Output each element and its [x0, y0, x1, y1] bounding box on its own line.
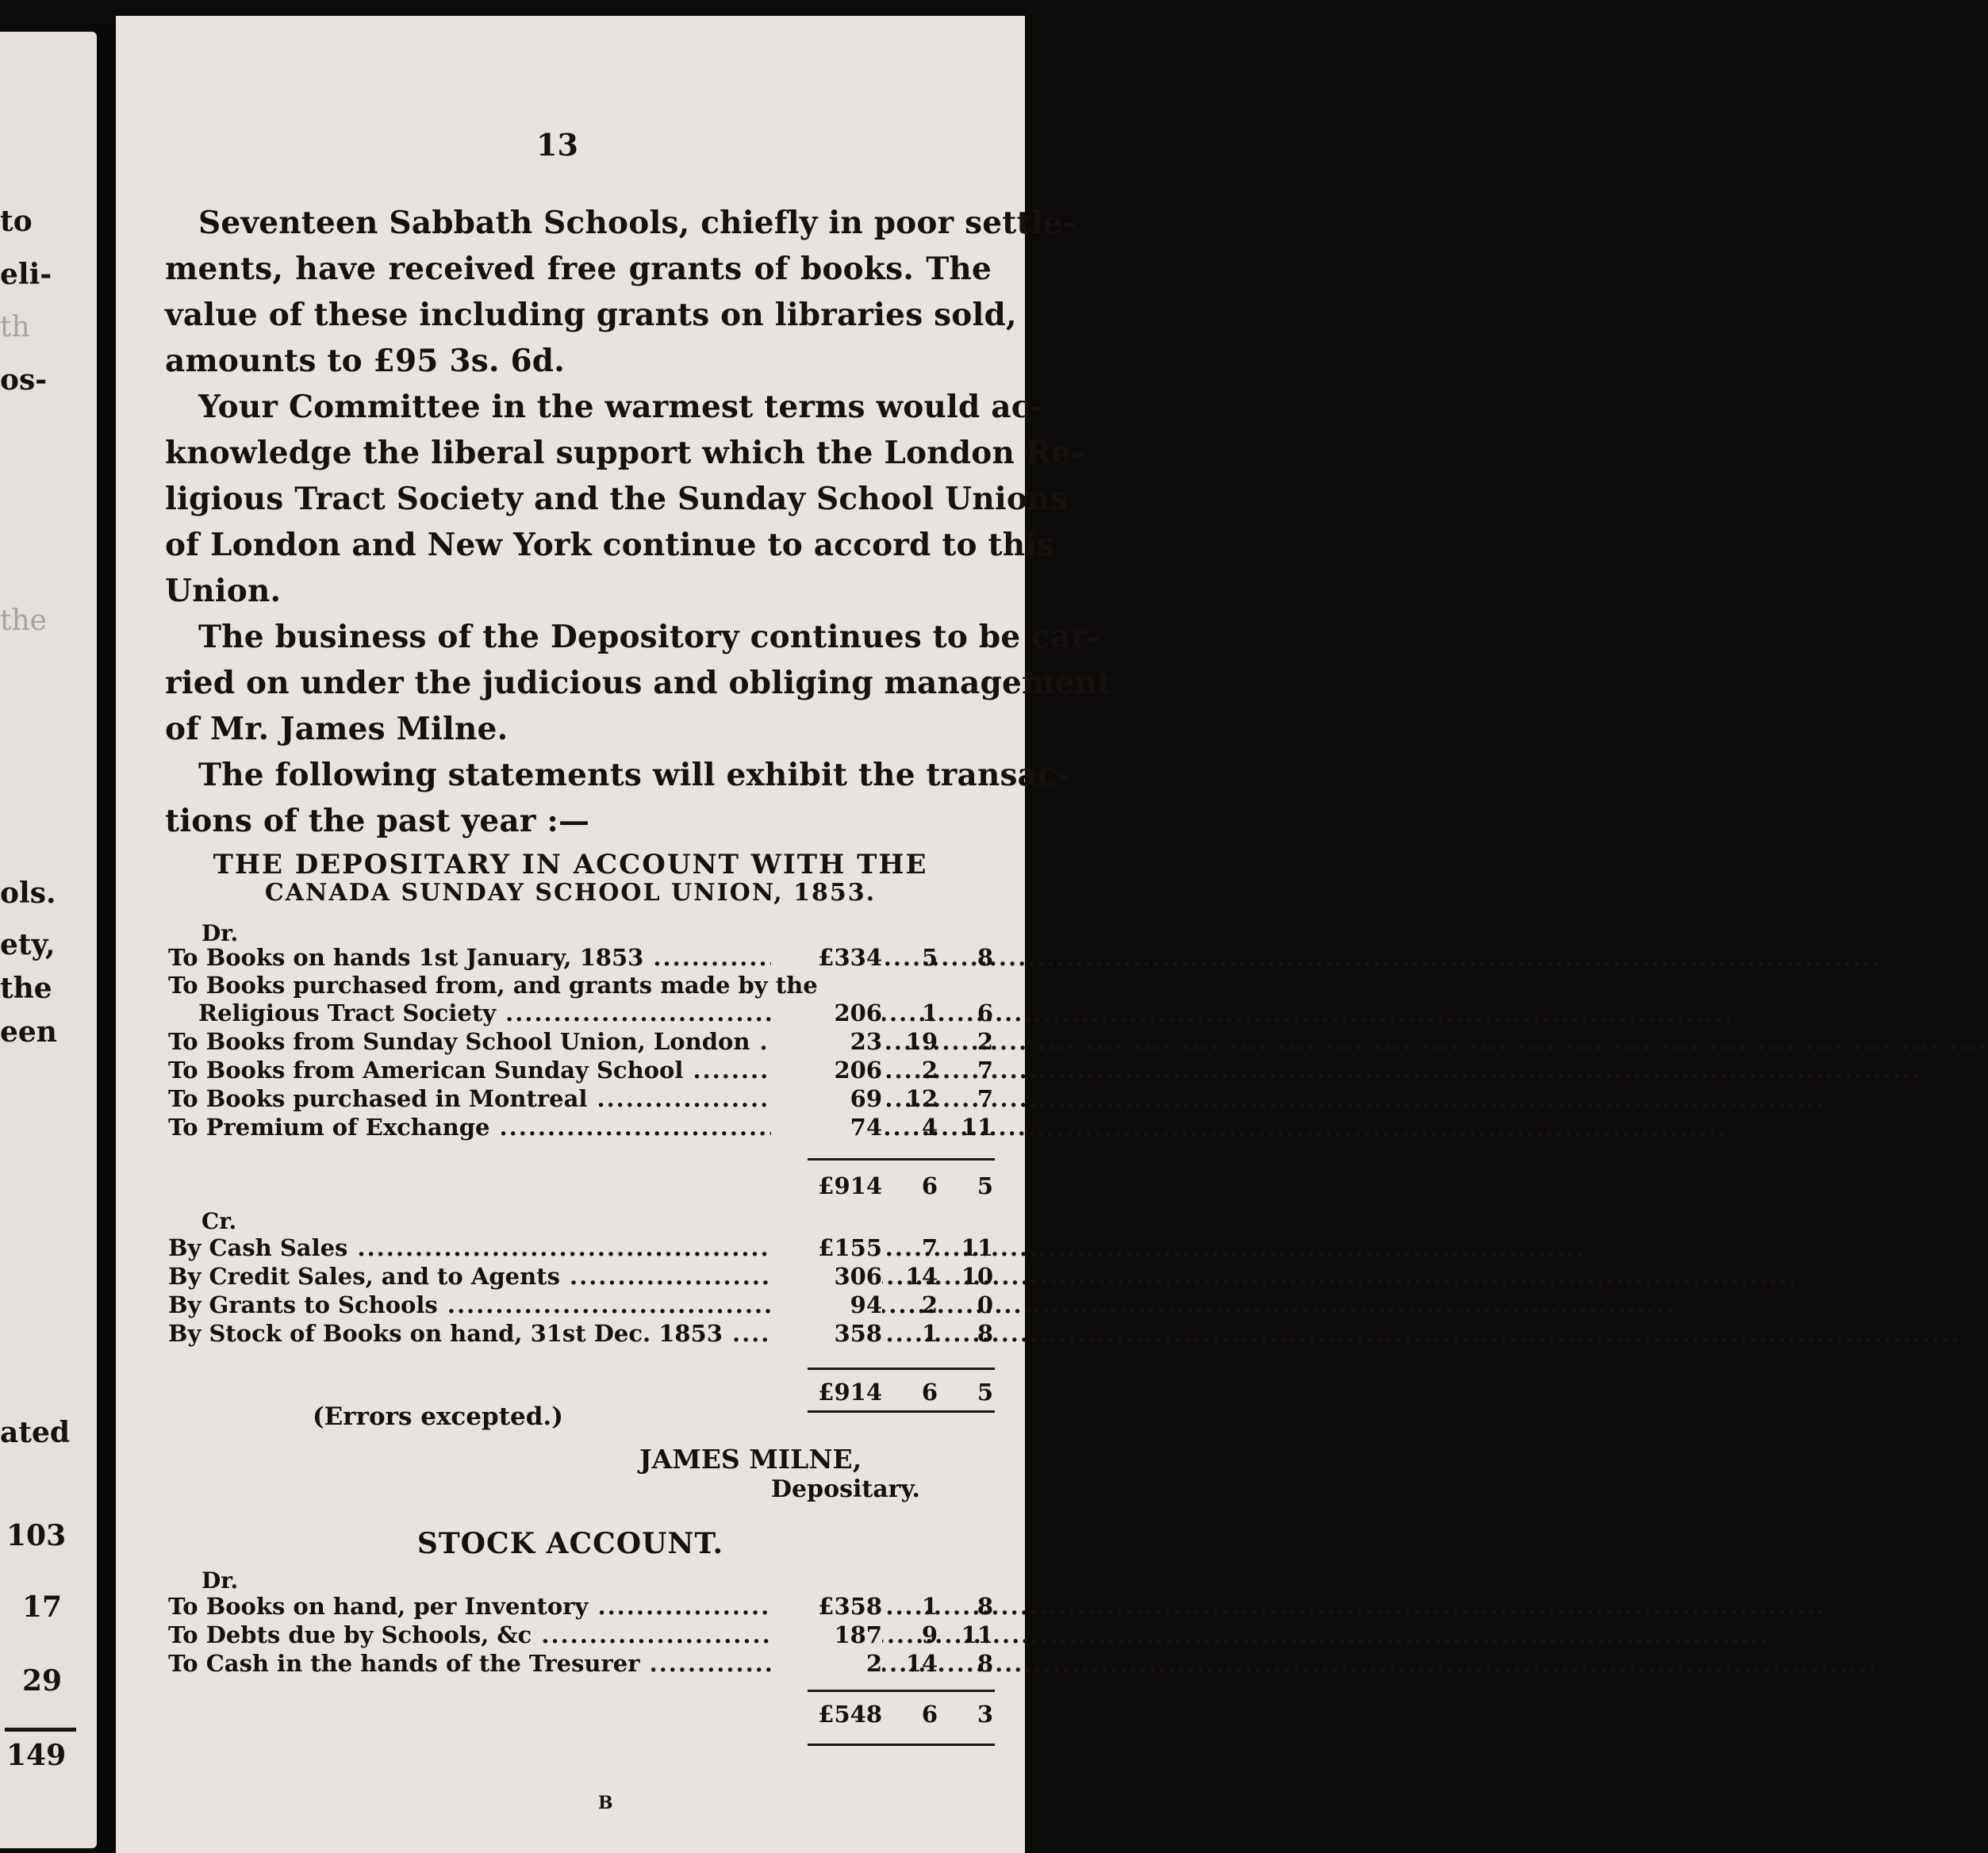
ledger-shillings: 1 [921, 1593, 938, 1620]
total-rule [808, 1158, 995, 1161]
left-page-fragment: een [0, 1015, 57, 1049]
total-underline-rule [808, 1744, 995, 1746]
left-page-fragment: ety, [0, 928, 56, 961]
signature-mark: B [598, 1793, 613, 1813]
ledger-description: By Grants to Schools ..... [168, 1291, 771, 1318]
ledger-total-row [168, 1701, 1009, 1732]
ledger-row [168, 944, 1009, 976]
left-page-strip [0, 32, 97, 1848]
ledger-total-row [168, 1172, 1009, 1204]
ledger-shillings: 1 [921, 1320, 938, 1347]
ledger-description: By Cash Sales ..... [168, 1234, 771, 1261]
ledger-pounds: 74 [771, 1114, 882, 1141]
ledger-pounds: 206 [771, 1057, 882, 1084]
ledger-pounds: 2 [771, 1650, 882, 1677]
total-pounds: £914 [771, 1379, 882, 1406]
ledger-pence: 10 [961, 1263, 993, 1290]
total-pence: 5 [977, 1172, 993, 1199]
ledger-pence: 0 [977, 1291, 993, 1318]
left-page-fragment: the [0, 972, 52, 1005]
total-rule [808, 1690, 995, 1692]
ledger-total-row [168, 1379, 1009, 1410]
ledger-row [198, 999, 1009, 1031]
left-page-fragment: 29 [22, 1664, 63, 1698]
ledger-row [168, 1234, 1009, 1266]
debit-label: Dr. [201, 920, 239, 946]
ledger-pence: 11 [961, 1621, 993, 1648]
ledger-row [168, 1320, 1009, 1352]
left-page-fragment: os- [0, 363, 48, 397]
ledger-description: To Premium of Exchange ..... [168, 1114, 771, 1141]
ledger-pence: 8 [977, 1593, 993, 1620]
ledger-shillings: 2 [921, 1057, 938, 1084]
total-shillings: 6 [921, 1379, 938, 1406]
ledger-pounds: 69 [771, 1085, 882, 1112]
paragraph-line: value of these including grants on libraries sold, [165, 297, 1017, 333]
debit-label: Dr. [201, 1567, 239, 1594]
total-shillings: 6 [921, 1172, 938, 1199]
ledger-description: To Books from American Sunday School ..... [168, 1057, 771, 1084]
ledger-pounds: 358 [771, 1320, 882, 1347]
account-heading: THE DEPOSITARY IN ACCOUNT WITH THE [213, 849, 928, 880]
ledger-pence: 2 [977, 1028, 993, 1055]
left-page-fragment: 149 [6, 1739, 67, 1772]
paragraph-line: ligious Tract Society and the Sunday School Unions [165, 481, 1068, 517]
ledger-row [168, 1085, 1009, 1117]
ledger-pounds: £334 [771, 944, 882, 971]
credit-label: Cr. [201, 1208, 237, 1234]
ledger-description: By Credit Sales, and to Agents ..... [168, 1263, 771, 1290]
ledger-description: To Books from Sunday School Union, London ..... [168, 1028, 771, 1055]
ledger-shillings: 19 [905, 1028, 938, 1055]
left-page-fragment: ated [0, 1416, 71, 1449]
total-shillings: 6 [921, 1701, 938, 1728]
paragraph-line: The business of the Depository continues to be car- [198, 619, 1100, 655]
ledger-row [168, 1291, 1009, 1323]
ledger-pence: 8 [977, 1320, 993, 1347]
ledger-pounds: 23 [771, 1028, 882, 1055]
paragraph-line: Seventeen Sabbath Schools, chiefly in poor settle- [198, 205, 1077, 241]
signature-name: JAMES MILNE, [639, 1444, 862, 1475]
ledger-shillings: 14 [905, 1263, 938, 1290]
ledger-pence: 11 [961, 1234, 993, 1261]
paragraph-line: of London and New York continue to accord to this [165, 527, 1055, 563]
ledger-pounds: £155 [771, 1234, 882, 1261]
paragraph-line: ments, have received free grants of books. The [165, 251, 992, 287]
book-gutter [97, 24, 116, 1853]
ledger-row [168, 1028, 1009, 1060]
ledger-shillings: 2 [921, 1291, 938, 1318]
left-page-fragment: 103 [6, 1519, 67, 1552]
paragraph-line: Your Committee in the warmest terms would ac- [198, 389, 1044, 425]
ledger-row [168, 1650, 1009, 1682]
signature-title: Depositary. [771, 1475, 920, 1503]
total-pence: 5 [977, 1379, 993, 1406]
ledger-row [168, 1593, 1009, 1625]
left-page-fragment: th [0, 311, 30, 343]
page-number: 13 [536, 127, 578, 163]
book-page [116, 16, 1112, 1853]
ledger-pence: 11 [961, 1114, 993, 1141]
paragraph-line: The following statements will exhibit the transac- [198, 757, 1070, 793]
ledger-shillings: 7 [921, 1234, 938, 1261]
ledger-description: By Stock of Books on hand, 31st Dec. 1853 ..... [168, 1320, 771, 1347]
total-pounds: £548 [771, 1701, 882, 1728]
ledger-pounds: 206 [771, 999, 882, 1026]
ledger-shillings: 12 [905, 1085, 938, 1112]
paragraph-line: amounts to £95 3s. 6d. [165, 343, 566, 379]
ledger-pounds: 187 [771, 1621, 882, 1648]
ledger-pounds: 94 [771, 1291, 882, 1318]
ledger-shillings: 14 [905, 1650, 938, 1677]
left-page-fragment: ols. [0, 877, 56, 910]
ledger-shillings: 4 [921, 1114, 938, 1141]
ledger-pence: 8 [977, 944, 993, 971]
ledger-description: To Cash in the hands of the Tresurer ..... [168, 1650, 771, 1677]
left-page-fragment: eli- [0, 258, 52, 291]
ledger-description: To Books purchased from, and grants made by the [168, 972, 818, 999]
ledger-pence: 7 [977, 1057, 993, 1084]
paragraph-line: ried on under the judicious and obliging management [165, 665, 1112, 701]
left-page-fragment: to [0, 205, 33, 238]
ledger-row [168, 1621, 1009, 1653]
ledger-row [168, 1057, 1009, 1088]
ledger-description: To Books on hand, per Inventory ..... [168, 1593, 771, 1620]
ledger-row [168, 1263, 1009, 1295]
errors-excepted-note: (Errors excepted.) [313, 1402, 563, 1431]
ledger-pence: 6 [977, 999, 993, 1026]
ledger-description: To Debts due by Schools, &c ..... [168, 1621, 771, 1648]
account-subheading: CANADA SUNDAY SCHOOL UNION, 1853. [264, 879, 877, 907]
total-pence: 3 [977, 1701, 993, 1728]
ledger-row [168, 972, 1009, 1003]
ledger-row [168, 1114, 1009, 1145]
ledger-shillings: 1 [921, 999, 938, 1026]
left-page-fragment: 17 [22, 1590, 63, 1624]
ledger-description: Religious Tract Society ..... [198, 999, 771, 1026]
paragraph-line: tions of the past year :— [165, 803, 590, 839]
ledger-shillings: 9 [921, 1621, 938, 1648]
left-page-rule [5, 1728, 76, 1732]
total-pounds: £914 [771, 1172, 882, 1199]
ledger-shillings: 5 [921, 944, 938, 971]
ledger-description: To Books purchased in Montreal ..... [168, 1085, 771, 1112]
ledger-pence: 7 [977, 1085, 993, 1112]
paragraph-line: knowledge the liberal support which the London Re- [165, 435, 1084, 471]
paragraph-line: of Mr. James Milne. [165, 711, 509, 747]
total-underline-rule [808, 1410, 995, 1413]
left-page-fragment: the [0, 604, 47, 637]
ledger-pounds: 306 [771, 1263, 882, 1290]
paragraph-line: Union. [165, 573, 282, 609]
stock-heading: STOCK ACCOUNT. [416, 1527, 724, 1560]
ledger-description: To Books on hands 1st January, 1853 ..... [168, 944, 771, 971]
ledger-pounds: £358 [771, 1593, 882, 1620]
total-rule [808, 1368, 995, 1370]
ledger-pence: 8 [977, 1650, 993, 1677]
